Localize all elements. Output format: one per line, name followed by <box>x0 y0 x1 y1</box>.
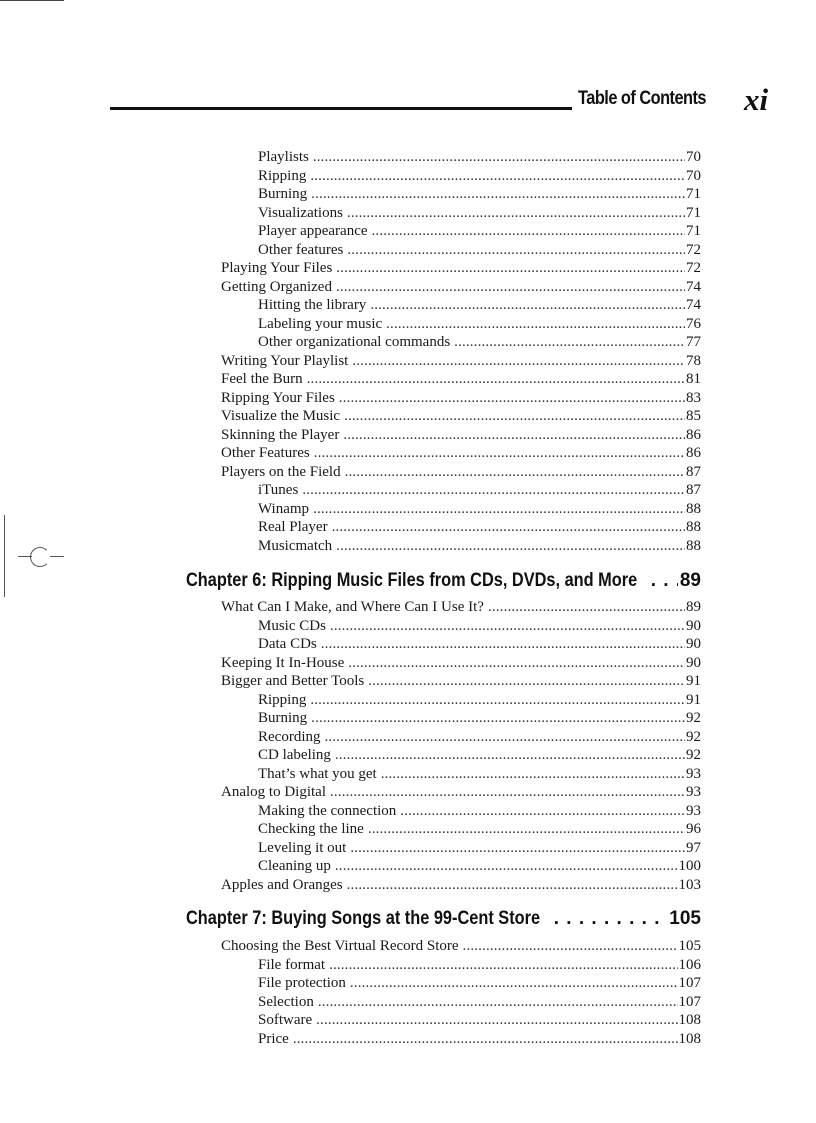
dot-leader <box>329 956 677 974</box>
chapter-page: 89 <box>679 570 701 591</box>
toc-entry-page: 90 <box>686 655 701 671</box>
header-rule <box>110 107 572 110</box>
toc-entry-page: 90 <box>686 636 701 652</box>
toc-entry-title: Software <box>258 1012 313 1028</box>
toc-entry[interactable] <box>258 518 701 536</box>
toc-entry-title: That’s what you get <box>258 766 377 782</box>
dot-leader <box>316 1011 677 1029</box>
toc-entry-title: Real Player <box>258 519 328 535</box>
toc-entry[interactable] <box>258 993 701 1011</box>
toc-entry-title: Analog to Digital <box>221 784 326 800</box>
toc-entry-page: 97 <box>686 840 701 856</box>
toc-entry-page: 87 <box>686 482 701 498</box>
toc-entry-page: 107 <box>678 975 701 991</box>
toc-entry[interactable] <box>221 937 701 955</box>
toc-entry-title: Hitting the library <box>258 297 367 313</box>
toc-entry[interactable] <box>258 728 701 746</box>
toc-entry-title: Players on the Field <box>221 464 341 480</box>
toc-entry-page: 83 <box>686 390 701 406</box>
toc-entry[interactable] <box>258 333 701 351</box>
toc-entry-page: 74 <box>686 297 701 313</box>
toc-entry-page: 88 <box>686 501 701 517</box>
dot-leader <box>339 389 685 407</box>
toc-entry[interactable] <box>221 672 701 690</box>
toc-entry-title: Other features <box>258 242 344 258</box>
dot-leader <box>332 518 685 536</box>
dot-leader <box>348 654 685 672</box>
dot-leader <box>310 167 685 185</box>
toc-entry[interactable] <box>258 765 701 783</box>
toc-entry[interactable] <box>258 204 701 222</box>
toc-entry[interactable] <box>221 783 701 801</box>
toc-entry-title: Recording <box>258 729 321 745</box>
toc-entry-title: Playing Your Files <box>221 260 333 276</box>
toc-entry[interactable] <box>221 352 701 370</box>
running-head <box>110 82 810 117</box>
toc-entry-title: What Can I Make, and Where Can I Use It? <box>221 599 484 615</box>
toc-entry-title: File protection <box>258 975 346 991</box>
dot-leader <box>330 783 685 801</box>
dot-leader <box>336 537 685 555</box>
toc-entry[interactable] <box>221 654 701 672</box>
toc-entry-title: Apples and Oranges <box>221 877 343 893</box>
toc-entry-title: Getting Organized <box>221 279 332 295</box>
toc-entry-title: Keeping It In-House <box>221 655 345 671</box>
dot-leader <box>381 765 685 783</box>
toc-entry-title: Ripping Your Files <box>221 390 335 406</box>
toc-entry[interactable] <box>258 185 701 203</box>
toc-entry[interactable] <box>258 802 701 820</box>
dot-leader <box>313 500 685 518</box>
dot-leader <box>463 937 678 955</box>
toc-entry-page: 72 <box>686 242 701 258</box>
toc-entry-page: 96 <box>686 821 701 837</box>
chapter-title: Chapter 6: Ripping Music Files from CDs, DVDs, and More <box>186 570 638 591</box>
dot-leader <box>310 691 685 709</box>
toc-entry[interactable] <box>258 1030 701 1048</box>
dot-leader <box>311 709 685 727</box>
toc-entry-title: File format <box>258 957 326 973</box>
dot-leader <box>372 222 685 240</box>
toc-entry[interactable] <box>221 407 701 425</box>
dot-leader <box>370 296 685 314</box>
toc-entry-title: Visualize the Music <box>221 408 341 424</box>
toc-entry[interactable] <box>258 746 701 764</box>
toc-entry-page: 108 <box>678 1012 701 1028</box>
toc-entry[interactable] <box>258 839 701 857</box>
dot-leader <box>347 204 685 222</box>
dot-leader <box>307 370 685 388</box>
toc-entry-title: Labeling your music <box>258 316 383 332</box>
chapter-heading[interactable] <box>186 907 701 931</box>
toc-entry[interactable] <box>258 481 701 499</box>
toc-entry-page: 91 <box>686 673 701 689</box>
toc-entry[interactable] <box>258 500 701 518</box>
toc-entry[interactable] <box>258 956 701 974</box>
dot-leader <box>313 148 685 166</box>
toc-entry[interactable] <box>258 709 701 727</box>
dot-leader <box>314 444 685 462</box>
toc-entry-page: 70 <box>686 168 701 184</box>
dot-leader <box>454 333 685 351</box>
toc-entry[interactable] <box>221 463 701 481</box>
toc-entry-title: Bigger and Better Tools <box>221 673 365 689</box>
toc-entry-page: 76 <box>686 316 701 332</box>
toc-entry-title: Price <box>258 1031 289 1047</box>
toc-entry-title: Winamp <box>258 501 310 517</box>
toc-entry-page: 72 <box>686 260 701 276</box>
toc-entry-title: Skinning the Player <box>221 427 340 443</box>
toc-entry[interactable] <box>258 635 701 653</box>
dot-leader <box>488 598 685 616</box>
toc-entry-title: Ripping <box>258 692 307 708</box>
toc-entry[interactable] <box>258 222 701 240</box>
toc-entry-page: 100 <box>678 858 701 874</box>
running-head-title: Table of Contents <box>578 88 707 109</box>
toc-entry[interactable] <box>258 857 701 875</box>
crop-mark <box>0 0 64 1</box>
toc-entry[interactable] <box>258 167 701 185</box>
dot-leader <box>343 426 685 444</box>
dot-leader <box>368 672 685 690</box>
toc-entry-page: 92 <box>686 729 701 745</box>
toc-entry-title: Visualizations <box>258 205 343 221</box>
toc-entry[interactable] <box>258 820 701 838</box>
toc-entry[interactable] <box>258 1011 701 1029</box>
toc-entry-page: 71 <box>686 186 701 202</box>
toc-entry-page: 88 <box>686 519 701 535</box>
toc-entry-title: Musicmatch <box>258 538 333 554</box>
toc-entry-page: 107 <box>678 994 701 1010</box>
toc-entry-title: Choosing the Best Virtual Record Store <box>221 938 459 954</box>
toc-entry-page: 87 <box>686 464 701 480</box>
toc-entry-title: Selection <box>258 994 314 1010</box>
toc-entry-page: 92 <box>686 710 701 726</box>
toc-entry[interactable] <box>258 974 701 992</box>
page-folio: xi <box>744 82 769 117</box>
toc-entry-page: 103 <box>678 877 701 893</box>
dot-leader <box>324 728 685 746</box>
dot-leader <box>350 974 678 992</box>
dot-leader <box>318 993 678 1011</box>
toc-entry-page: 93 <box>686 784 701 800</box>
toc-entry-title: Making the connection <box>258 803 397 819</box>
dot-leader <box>302 481 685 499</box>
toc-entry[interactable] <box>221 278 701 296</box>
dot-leader <box>368 820 685 838</box>
toc-entry-title: Player appearance <box>258 223 368 239</box>
toc-entry-page: 106 <box>678 957 701 973</box>
toc-entry-title: Writing Your Playlist <box>221 353 349 369</box>
toc-entry-page: 108 <box>678 1031 701 1047</box>
toc-entry[interactable] <box>221 598 701 616</box>
toc-entry-page: 78 <box>686 353 701 369</box>
toc-entry-page: 85 <box>686 408 701 424</box>
toc-entry-title: Checking the line <box>258 821 364 837</box>
toc-entry[interactable] <box>221 259 701 277</box>
dot-leader <box>651 569 678 593</box>
toc-entry[interactable] <box>221 389 701 407</box>
toc-entry[interactable] <box>258 691 701 709</box>
toc-entry-title: Burning <box>258 186 308 202</box>
toc-entry-page: 70 <box>686 149 701 165</box>
toc-entry-page: 86 <box>686 445 701 461</box>
dot-leader <box>336 259 685 277</box>
toc-entry-page: 86 <box>686 427 701 443</box>
toc-entry-page: 89 <box>686 599 701 615</box>
toc-entry-page: 93 <box>686 803 701 819</box>
toc-entry-title: Music CDs <box>258 618 326 634</box>
toc-entry[interactable] <box>258 537 701 555</box>
chapter-page: 105 <box>669 908 701 929</box>
toc-entry-title: Other Features <box>221 445 310 461</box>
toc-entry[interactable] <box>258 617 701 635</box>
toc-entry-page: 92 <box>686 747 701 763</box>
toc-entry-title: Cleaning up <box>258 858 331 874</box>
dot-leader <box>350 839 685 857</box>
toc-entry-page: 91 <box>686 692 701 708</box>
dot-leader <box>335 857 678 875</box>
toc-entry-page: 81 <box>686 371 701 387</box>
dot-leader <box>554 907 668 931</box>
dot-leader <box>336 278 685 296</box>
dot-leader <box>335 746 685 764</box>
dot-leader <box>352 352 685 370</box>
toc-entry-title: Burning <box>258 710 308 726</box>
chapter-heading[interactable] <box>186 569 701 593</box>
dot-leader <box>344 407 685 425</box>
toc-entry[interactable] <box>221 370 701 388</box>
toc-entry-title: Ripping <box>258 168 307 184</box>
toc-entry-page: 71 <box>686 223 701 239</box>
toc-entry-title: Feel the Burn <box>221 371 303 387</box>
toc-entry[interactable] <box>258 148 701 166</box>
toc-entry[interactable] <box>221 444 701 462</box>
toc-entry-title: CD labeling <box>258 747 331 763</box>
toc-entry-page: 90 <box>686 618 701 634</box>
toc-entry-title: Other organizational commands <box>258 334 451 350</box>
toc-entry-page: 71 <box>686 205 701 221</box>
dot-leader <box>347 876 678 894</box>
dot-leader <box>400 802 685 820</box>
dot-leader <box>386 315 685 333</box>
toc-entry-page: 74 <box>686 279 701 295</box>
toc-entry-page: 105 <box>678 938 701 954</box>
toc-entry[interactable] <box>221 876 701 894</box>
dot-leader <box>321 635 685 653</box>
toc-entry-title: iTunes <box>258 482 299 498</box>
toc-entry[interactable] <box>258 241 701 259</box>
dot-leader <box>345 463 685 481</box>
dot-leader <box>347 241 685 259</box>
toc-entry-page: 88 <box>686 538 701 554</box>
toc-entry[interactable] <box>258 296 701 314</box>
toc-entry[interactable] <box>221 426 701 444</box>
toc-entry-title: Playlists <box>258 149 309 165</box>
toc-entry-title: Leveling it out <box>258 840 347 856</box>
dot-leader <box>330 617 685 635</box>
toc-entry-title: Data CDs <box>258 636 317 652</box>
dot-leader <box>311 185 685 203</box>
toc-entry-page: 77 <box>686 334 701 350</box>
toc-entry-page: 93 <box>686 766 701 782</box>
dot-leader <box>293 1030 678 1048</box>
chapter-title: Chapter 7: Buying Songs at the 99-Cent Store <box>186 908 541 929</box>
toc-entry[interactable] <box>258 315 701 333</box>
